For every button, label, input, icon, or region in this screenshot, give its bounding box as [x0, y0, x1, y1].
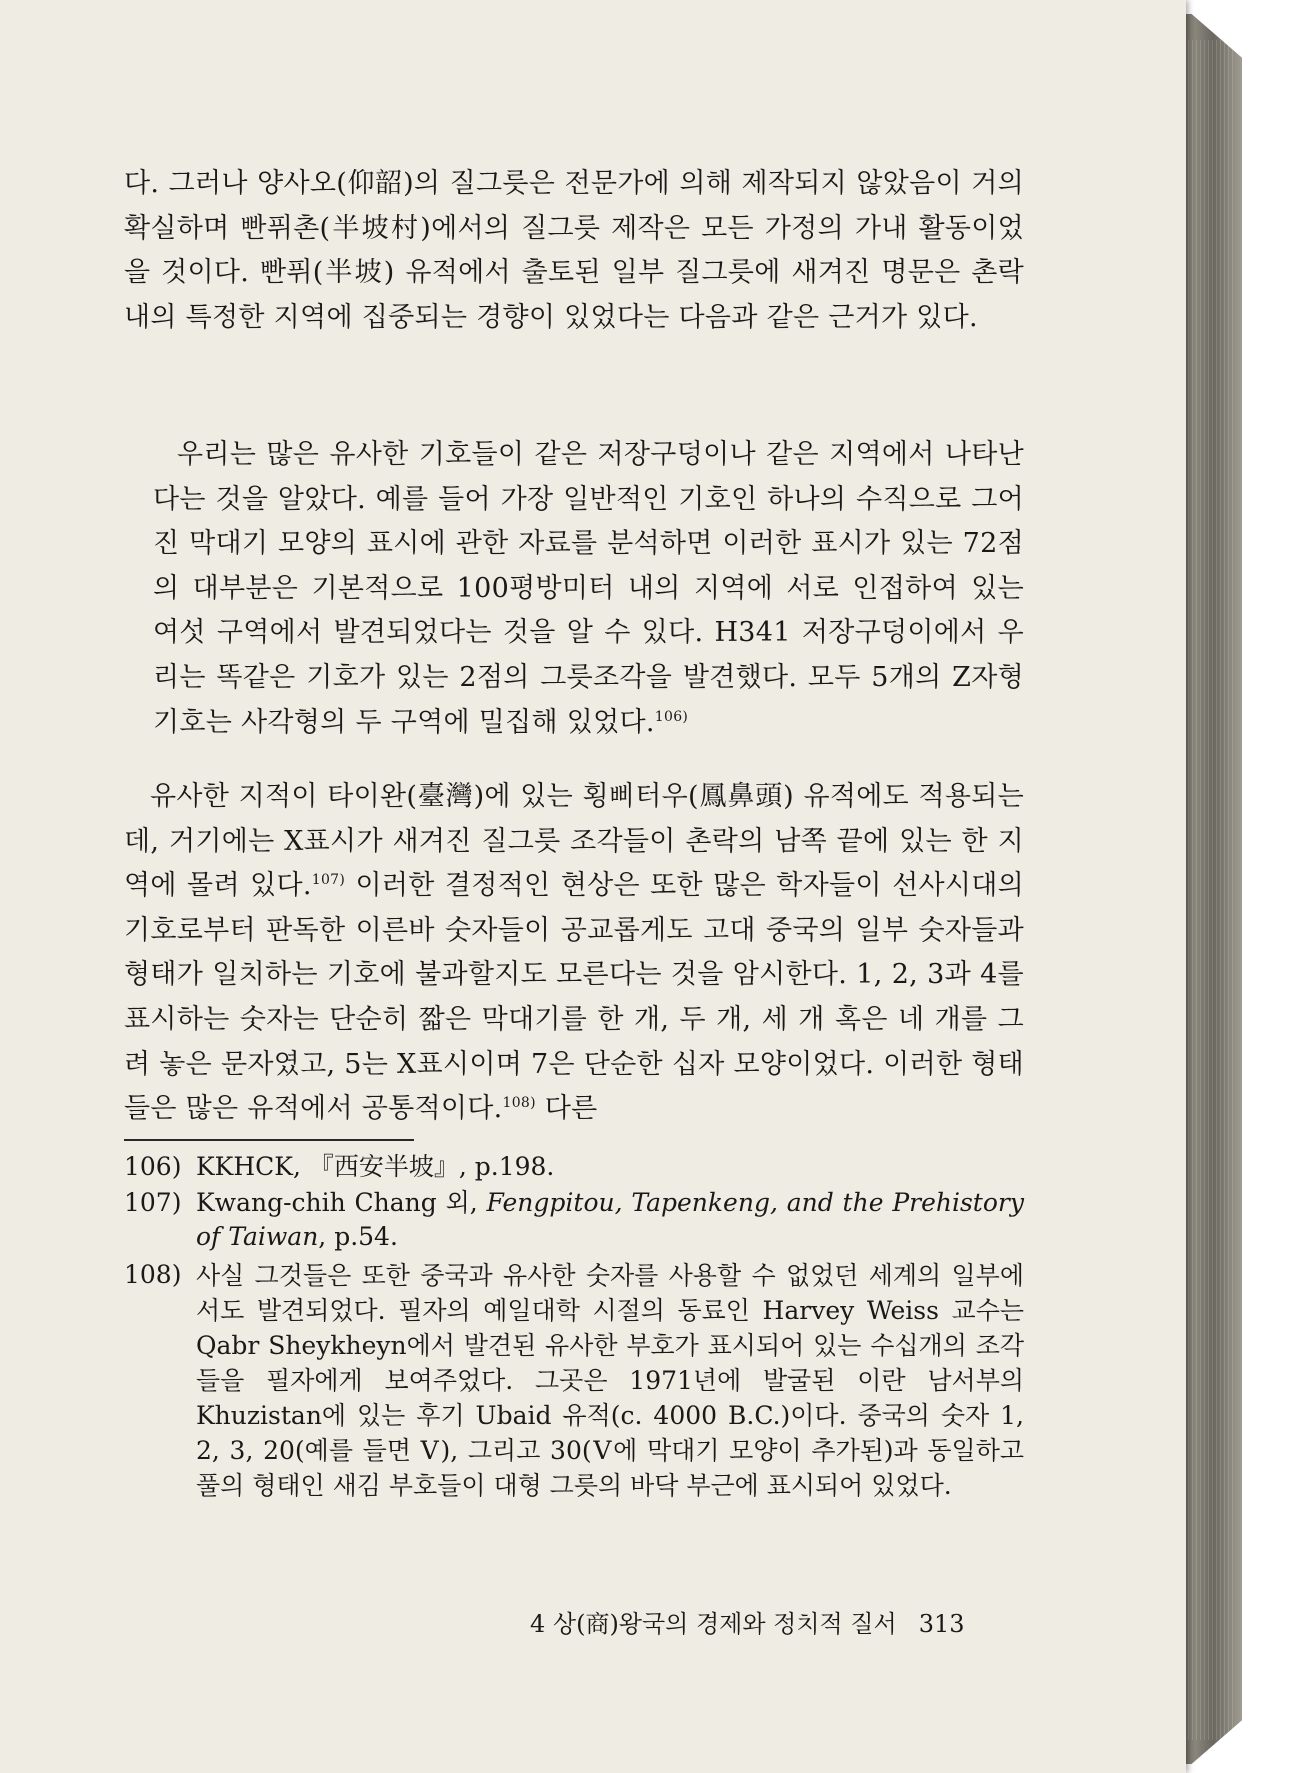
- footnote-ref-106[interactable]: 106): [654, 708, 689, 725]
- paragraph-3: [124, 775, 1024, 1132]
- footnote-text: 사실 그것들은 또한 중국과 유사한 숫자를 사용할 수 없었던 세계의 일부에서도 발견되었다. 필자의 예일대학 시절의 동료인 Harvey Weiss 교수는 Qabr Sheykheyn에서 발견된 유사한 부호가 표시되어 있는 수십개의 조각들을 필자에게 보여주었다. 그곳은 1971년에 발굴된 이란 남서부의 Khuzistan에 있는 후기 Ubaid 유적(c. 4000 B.C.)이다. 중국의 숫자 1, 2, 3, 20(예를 들면 Ⅴ), 그리고 30(Ⅴ에 막대기 모양이 추가된)과 동일하고 풀의 형태인 새김 부호들이 대형 그릇의 바닥 부근에 표시되어 있었다.: [196, 1261, 1024, 1500]
- footnote-separator: [124, 1139, 414, 1141]
- block-quote: [153, 433, 1024, 745]
- footnote-number: 107): [124, 1188, 182, 1217]
- footnote-author: Kwang-chih Chang 외,: [196, 1188, 487, 1217]
- paragraph-1-text: 다. 그러나 양사오(仰韶)의 질그릇은 전문가에 의해 제작되지 않았음이 거의 확실하며 빤퓌촌(半坡村)에서의 질그릇 제작은 모든 가정의 가내 활동이었을 것이다. 빤퓌(半坡) 유적에서 출토된 일부 질그릇에 새겨진 명문은 촌락 내의 특정한 지역에 집중되는 경향이 있었다는 다음과 같은 근거가 있다.: [124, 168, 1024, 333]
- footnote-number: 108): [124, 1260, 182, 1289]
- footnote-text: [196, 1186, 1024, 1254]
- paragraph-3-text-b: 이러한 결정적인 현상은 또한 많은 학자들이 선사시대의 기호로부터 판독한 이른바 숫자들이 공교롭게도 고대 중국의 일부 숫자들과 형태가 일치하는 기호에 불과할지도 모른다는 것을 암시한다. 1, 2, 3과 4를 표시하는 숫자는 단순히 짧은 막대기를 한 개, 두 개, 세 개 혹은 네 개를 그려 놓은 문자였고, 5는 X표시이며 7은 단순한 십자 모양이었다. 이러한 형태들은 많은 유적에서 공통적이다.: [124, 870, 1024, 1125]
- paragraph-3-text-c: 다른: [535, 1093, 598, 1125]
- footnote-title: Fengpitou, Tapenkeng, and the Prehistory of Taiwan: [196, 1188, 1024, 1251]
- footnote-number: 106): [124, 1152, 182, 1181]
- footnote-ref-108[interactable]: 108): [502, 1095, 536, 1112]
- footnote-ref-107[interactable]: 107): [311, 872, 346, 889]
- footnote-page: , p.54.: [318, 1222, 398, 1251]
- footnote-108: [124, 1258, 1024, 1503]
- footnote-106: [124, 1150, 1024, 1184]
- page-number: 313: [918, 1610, 965, 1638]
- paragraph-1: [124, 162, 1024, 340]
- footnote-107: [124, 1186, 1024, 1254]
- chapter-title: 4 상(商)왕국의 경제와 정치적 질서: [530, 1610, 897, 1638]
- footnote-text: KKHCK, 『西安半坡』, p.198.: [196, 1152, 555, 1181]
- paragraph-3-text-a: 유사한 지적이 타이완(臺灣)에 있는 횡삐터우(鳳鼻頭) 유적에도 적용되는데, 거기에는 X표시가 새겨진 질그릇 조각들이 촌락의 남쪽 끝에 있는 한 지역에 몰려 있다.: [124, 781, 1024, 902]
- running-footer: [530, 1609, 1030, 1639]
- block-quote-text: 우리는 많은 유사한 기호들이 같은 저장구덩이나 같은 지역에서 나타난다는 것을 알았다. 예를 들어 가장 일반적인 기호인 하나의 수직으로 그어진 막대기 모양의 표시에 관한 자료를 분석하면 이러한 표시가 있는 72점의 대부분은 기본적으로 100평방미터 내의 지역에 서로 인접하여 있는 여섯 구역에서 발견되었다는 것을 알 수 있다. H341 저장구덩이에서 우리는 똑같은 기호가 있는 2점의 그릇조각을 발견했다. 모두 5개의 Z자형 기호는 사각형의 두 구역에 밀집해 있었다.: [153, 439, 1024, 738]
